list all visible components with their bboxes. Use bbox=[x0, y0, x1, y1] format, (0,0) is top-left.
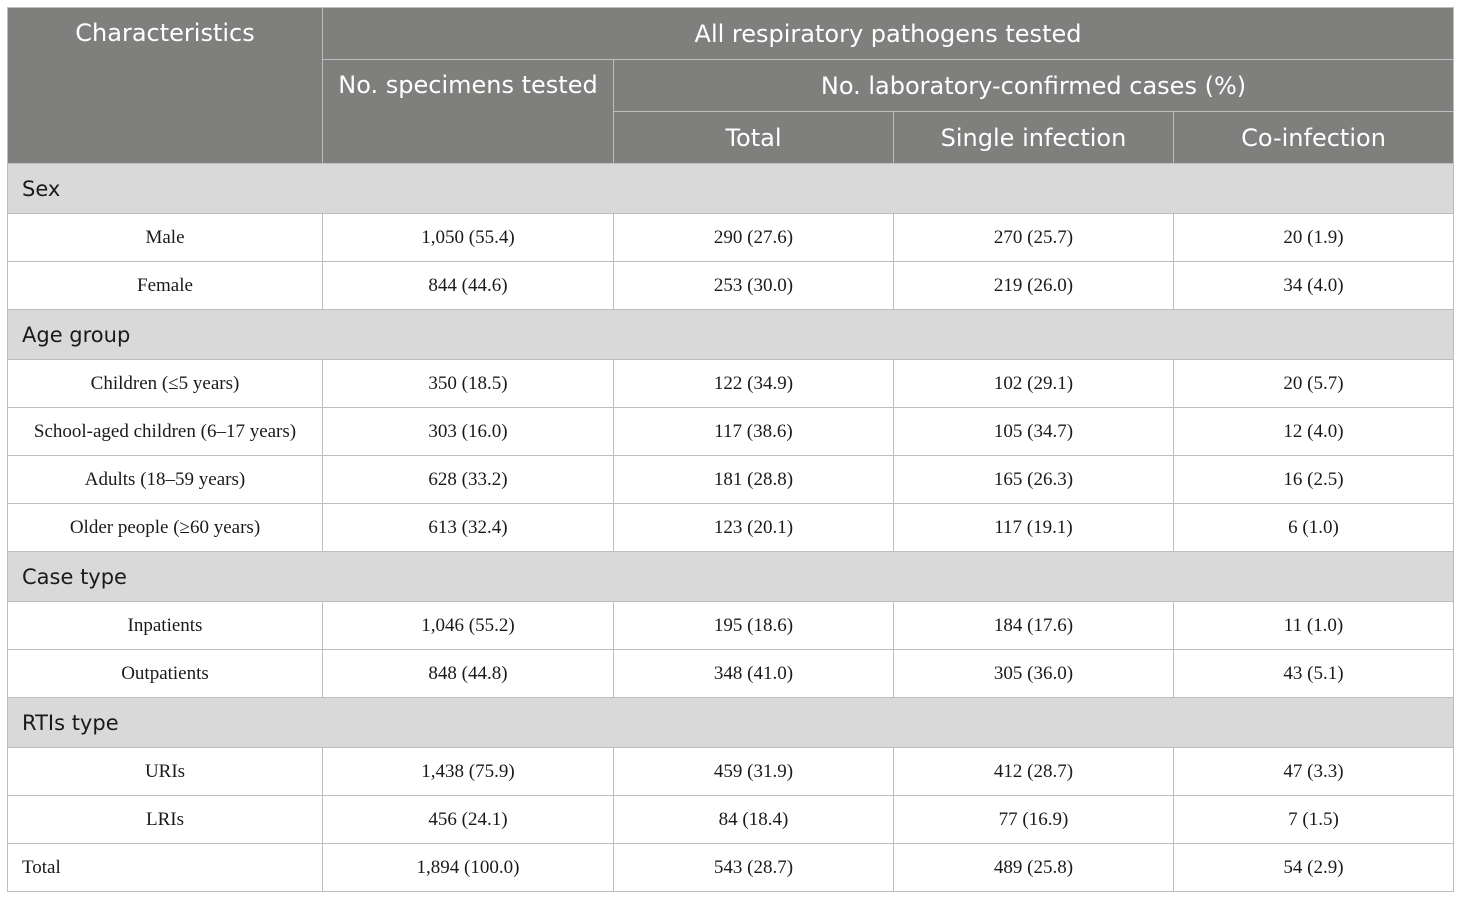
cell-total: 253 (30.0) bbox=[614, 262, 894, 310]
cell-total: 181 (28.8) bbox=[614, 456, 894, 504]
cell-total: 459 (31.9) bbox=[614, 748, 894, 796]
header-confirmed-cases: No. laboratory-confirmed cases (%) bbox=[614, 60, 1454, 112]
header-total: Total bbox=[614, 112, 894, 164]
cell-single: 77 (16.9) bbox=[894, 796, 1174, 844]
cell-specimens: 848 (44.8) bbox=[323, 650, 614, 698]
header-all-pathogens: All respiratory pathogens tested bbox=[323, 8, 1454, 60]
header-specimens-tested: No. specimens tested bbox=[323, 60, 614, 164]
cell-single: 219 (26.0) bbox=[894, 262, 1174, 310]
section-row-case-type bbox=[8, 552, 1454, 602]
table-row bbox=[8, 650, 1454, 698]
section-title: Sex bbox=[8, 164, 1454, 214]
section-row-sex bbox=[8, 164, 1454, 214]
cell-single: 184 (17.6) bbox=[894, 602, 1174, 650]
cell-single: 270 (25.7) bbox=[894, 214, 1174, 262]
cell-single: 105 (34.7) bbox=[894, 408, 1174, 456]
cell-total: 84 (18.4) bbox=[614, 796, 894, 844]
cell-single: 412 (28.7) bbox=[894, 748, 1174, 796]
cell-specimens: 1,050 (55.4) bbox=[323, 214, 614, 262]
cell-specimens: 1,438 (75.9) bbox=[323, 748, 614, 796]
table-row bbox=[8, 504, 1454, 552]
section-title: Case type bbox=[8, 552, 1454, 602]
table-row bbox=[8, 360, 1454, 408]
cell-co: 47 (3.3) bbox=[1174, 748, 1454, 796]
total-row bbox=[8, 844, 1454, 892]
cell-co: 20 (1.9) bbox=[1174, 214, 1454, 262]
cell-co: 6 (1.0) bbox=[1174, 504, 1454, 552]
row-label: Outpatients bbox=[8, 650, 323, 698]
cell-co: 12 (4.0) bbox=[1174, 408, 1454, 456]
cell-specimens: 844 (44.6) bbox=[323, 262, 614, 310]
cell-single: 165 (26.3) bbox=[894, 456, 1174, 504]
table-row bbox=[8, 456, 1454, 504]
cell-single: 102 (29.1) bbox=[894, 360, 1174, 408]
section-title: RTIs type bbox=[8, 698, 1454, 748]
header-co-infection: Co-infection bbox=[1174, 112, 1454, 164]
cell-single: 117 (19.1) bbox=[894, 504, 1174, 552]
section-row-age-group bbox=[8, 310, 1454, 360]
cell-specimens: 350 (18.5) bbox=[323, 360, 614, 408]
cell-specimens: 1,046 (55.2) bbox=[323, 602, 614, 650]
cell-total: 290 (27.6) bbox=[614, 214, 894, 262]
cell-total: 543 (28.7) bbox=[614, 844, 894, 892]
cell-co: 20 (5.7) bbox=[1174, 360, 1454, 408]
row-label: Female bbox=[8, 262, 323, 310]
row-label: Children (≤5 years) bbox=[8, 360, 323, 408]
row-label: LRIs bbox=[8, 796, 323, 844]
row-label: Older people (≥60 years) bbox=[8, 504, 323, 552]
row-label: URIs bbox=[8, 748, 323, 796]
table-row bbox=[8, 602, 1454, 650]
cell-specimens: 1,894 (100.0) bbox=[323, 844, 614, 892]
table-row bbox=[8, 408, 1454, 456]
cell-single: 305 (36.0) bbox=[894, 650, 1174, 698]
cell-total: 122 (34.9) bbox=[614, 360, 894, 408]
header-single-infection: Single infection bbox=[894, 112, 1174, 164]
cell-co: 43 (5.1) bbox=[1174, 650, 1454, 698]
row-label: Adults (18–59 years) bbox=[8, 456, 323, 504]
cell-co: 54 (2.9) bbox=[1174, 844, 1454, 892]
row-label: Total bbox=[8, 844, 323, 892]
cell-co: 11 (1.0) bbox=[1174, 602, 1454, 650]
section-title: Age group bbox=[8, 310, 1454, 360]
cell-co: 7 (1.5) bbox=[1174, 796, 1454, 844]
cell-total: 348 (41.0) bbox=[614, 650, 894, 698]
cell-total: 123 (20.1) bbox=[614, 504, 894, 552]
table-row bbox=[8, 796, 1454, 844]
results-table bbox=[7, 7, 1454, 892]
row-label: School-aged children (6–17 years) bbox=[8, 408, 323, 456]
table-row bbox=[8, 214, 1454, 262]
cell-single: 489 (25.8) bbox=[894, 844, 1174, 892]
cell-specimens: 303 (16.0) bbox=[323, 408, 614, 456]
cell-specimens: 456 (24.1) bbox=[323, 796, 614, 844]
cell-specimens: 628 (33.2) bbox=[323, 456, 614, 504]
header-characteristics: Characteristics bbox=[8, 8, 323, 164]
cell-total: 195 (18.6) bbox=[614, 602, 894, 650]
row-label: Inpatients bbox=[8, 602, 323, 650]
table-row bbox=[8, 748, 1454, 796]
table-body bbox=[8, 164, 1454, 892]
table-header bbox=[8, 8, 1454, 164]
cell-specimens: 613 (32.4) bbox=[323, 504, 614, 552]
cell-total: 117 (38.6) bbox=[614, 408, 894, 456]
row-label: Male bbox=[8, 214, 323, 262]
table-row bbox=[8, 262, 1454, 310]
cell-co: 34 (4.0) bbox=[1174, 262, 1454, 310]
section-row-rtis-type bbox=[8, 698, 1454, 748]
cell-co: 16 (2.5) bbox=[1174, 456, 1454, 504]
